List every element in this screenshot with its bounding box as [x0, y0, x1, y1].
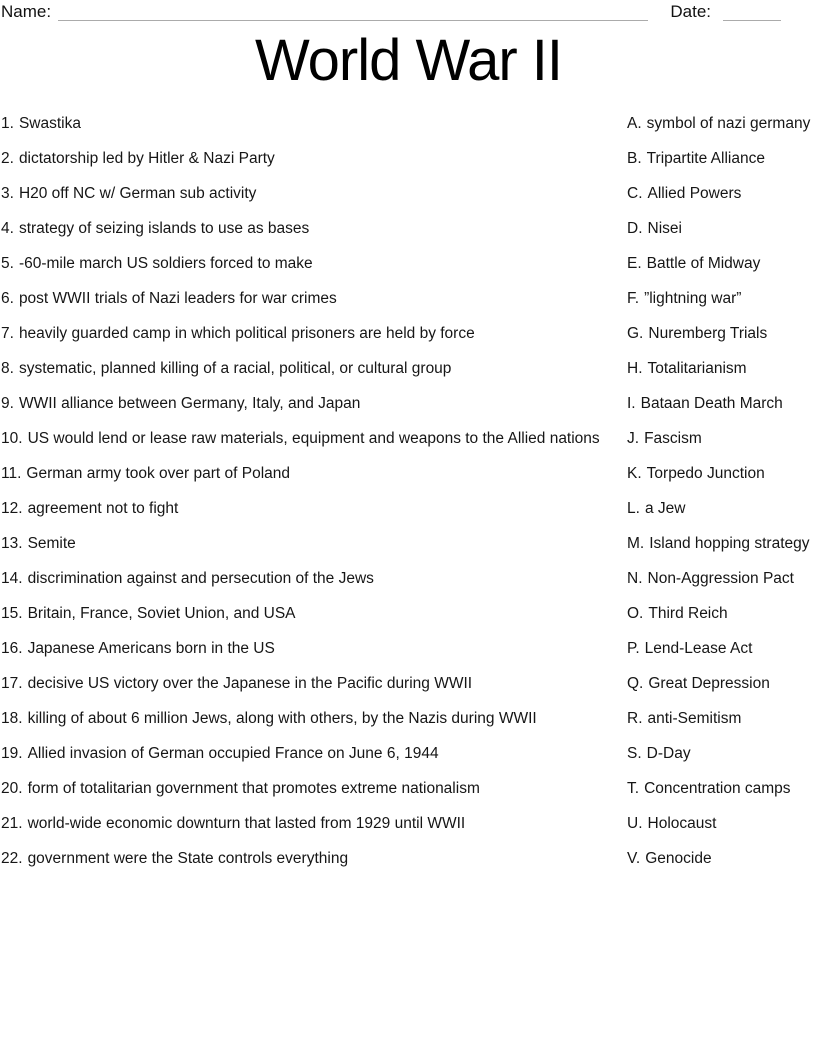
answer [627, 462, 816, 485]
answer [627, 392, 816, 415]
answer-text: Concentration camps [644, 780, 791, 797]
clue-text: US would lend or lease raw materials, equipment and weapons to the Allied nations [27, 430, 600, 447]
matching-row [1, 427, 816, 450]
matching-row [1, 322, 816, 345]
name-blank-line [58, 5, 648, 21]
name-label: Name: [1, 2, 52, 21]
answer-letter: F. [627, 290, 640, 307]
matching-row [1, 147, 816, 170]
answer-letter: R. [627, 710, 643, 727]
answer-letter: J. [627, 430, 640, 447]
clue-text: heavily guarded camp in which political prisoners are held by force [18, 325, 475, 342]
matching-row [1, 742, 816, 765]
clue [1, 112, 627, 135]
answer [627, 112, 816, 135]
answer [627, 672, 816, 695]
clue [1, 427, 627, 450]
matching-row [1, 287, 816, 310]
clue [1, 602, 627, 625]
matching-row [1, 497, 816, 520]
matching-row [1, 602, 816, 625]
answer [627, 777, 816, 800]
clue [1, 777, 627, 800]
answer [627, 252, 816, 275]
answer-text: Allied Powers [647, 185, 742, 202]
answer-text: Totalitarianism [647, 360, 747, 377]
clue-number: 11. [1, 465, 22, 482]
clue [1, 322, 627, 345]
clue-number: 7. [1, 325, 14, 342]
answer-letter: V. [627, 850, 641, 867]
clue-text: Allied invasion of German occupied France on June 6, 1944 [27, 745, 439, 762]
answer-text: Island hopping strategy [649, 535, 810, 552]
answer-text: Battle of Midway [646, 255, 761, 272]
answer-letter: D. [627, 220, 643, 237]
answer-letter: M. [627, 535, 645, 552]
answer-text: Fascism [644, 430, 702, 447]
clue-text: strategy of seizing islands to use as bases [18, 220, 310, 237]
answer [627, 602, 816, 625]
answer-letter: T. [627, 780, 640, 797]
clue-text: post WWII trials of Nazi leaders for war crimes [18, 290, 337, 307]
clue [1, 742, 627, 765]
answer [627, 742, 816, 765]
clue-text: discrimination against and persecution of the Jews [27, 570, 374, 587]
clue [1, 672, 627, 695]
matching-row [1, 252, 816, 275]
answer-text: ”lightning war” [644, 290, 742, 307]
matching-row [1, 777, 816, 800]
clue-text: German army took over part of Poland [26, 465, 291, 482]
date-blank-line [723, 5, 781, 21]
answer [627, 847, 816, 870]
clue-text: Semite [27, 535, 76, 552]
matching-row [1, 462, 816, 485]
clue [1, 252, 627, 275]
clue-text: government were the State controls everything [27, 850, 349, 867]
clue-text: decisive US victory over the Japanese in the Pacific during WWII [27, 675, 473, 692]
matching-row [1, 847, 816, 870]
clue-number: 9. [1, 395, 14, 412]
answer [627, 707, 816, 730]
clue-number: 16. [1, 640, 23, 657]
answer [627, 637, 816, 660]
clue [1, 217, 627, 240]
matching-row [1, 182, 816, 205]
answer-text: Tripartite Alliance [646, 150, 765, 167]
worksheet-header [1, 2, 781, 22]
clue-text: -60-mile march US soldiers forced to make [18, 255, 313, 272]
answer-letter: K. [627, 465, 642, 482]
clue-text: dictatorship led by Hitler & Nazi Party [18, 150, 275, 167]
answer [627, 497, 816, 520]
answer-text: Torpedo Junction [646, 465, 765, 482]
clue-number: 18. [1, 710, 23, 727]
answer-letter: O. [627, 605, 644, 622]
clue-text: systematic, planned killing of a racial, political, or cultural group [18, 360, 452, 377]
clue-number: 8. [1, 360, 14, 377]
matching-row [1, 707, 816, 730]
clue-number: 12. [1, 500, 23, 517]
clue [1, 147, 627, 170]
answer-letter: G. [627, 325, 644, 342]
clue-number: 19. [1, 745, 23, 762]
answer [627, 322, 816, 345]
clue-text: form of totalitarian government that promotes extreme nationalism [27, 780, 480, 797]
clue [1, 462, 627, 485]
answer [627, 182, 816, 205]
clue-text: Britain, France, Soviet Union, and USA [27, 605, 296, 622]
matching-row [1, 112, 816, 135]
answer [627, 532, 816, 555]
answer-letter: C. [627, 185, 643, 202]
clue-number: 20. [1, 780, 23, 797]
clue-text: killing of about 6 million Jews, along with others, by the Nazis during WWII [27, 710, 537, 727]
answer [627, 812, 816, 835]
answer-text: Lend-Lease Act [644, 640, 753, 657]
clue [1, 357, 627, 380]
clue-number: 14. [1, 570, 23, 587]
matching-row [1, 392, 816, 415]
matching-row [1, 567, 816, 590]
clue-number: 5. [1, 255, 14, 272]
clue-number: 6. [1, 290, 14, 307]
clue [1, 392, 627, 415]
answer-text: Holocaust [647, 815, 717, 832]
matching-row [1, 672, 816, 695]
answer-text: Nuremberg Trials [648, 325, 768, 342]
answer-letter: L. [627, 500, 640, 517]
clue-number: 2. [1, 150, 14, 167]
matching-list [1, 112, 816, 870]
clue-number: 22. [1, 850, 23, 867]
clue [1, 847, 627, 870]
answer [627, 567, 816, 590]
answer-letter: E. [627, 255, 642, 272]
clue [1, 812, 627, 835]
clue [1, 567, 627, 590]
matching-row [1, 637, 816, 660]
answer [627, 217, 816, 240]
answer-letter: I. [627, 395, 636, 412]
answer-text: Third Reich [648, 605, 728, 622]
answer [627, 147, 816, 170]
answer [627, 357, 816, 380]
matching-row [1, 357, 816, 380]
answer-text: symbol of nazi germany [646, 115, 811, 132]
page-title: World War II [254, 28, 563, 93]
clue [1, 287, 627, 310]
answer [627, 287, 816, 310]
answer-text: a Jew [644, 500, 686, 517]
clue-number: 3. [1, 185, 14, 202]
answer-text: Bataan Death March [640, 395, 783, 412]
answer-letter: N. [627, 570, 643, 587]
answer [627, 427, 816, 450]
answer-letter: B. [627, 150, 642, 167]
answer-text: Nisei [647, 220, 682, 237]
clue-text: H20 off NC w/ German sub activity [18, 185, 257, 202]
clue-number: 4. [1, 220, 14, 237]
clue-number: 15. [1, 605, 23, 622]
clue-text: agreement not to fight [27, 500, 179, 517]
answer-letter: P. [627, 640, 640, 657]
clue-number: 21. [1, 815, 23, 832]
answer-letter: H. [627, 360, 643, 377]
clue [1, 532, 627, 555]
clue [1, 637, 627, 660]
matching-row [1, 532, 816, 555]
clue-number: 17. [1, 675, 23, 692]
clue-text: world-wide economic downturn that lasted from 1929 until WWII [27, 815, 466, 832]
date-label: Date: [670, 2, 711, 21]
clue-number: 13. [1, 535, 23, 552]
matching-row [1, 812, 816, 835]
matching-row [1, 217, 816, 240]
clue-text: Japanese Americans born in the US [27, 640, 275, 657]
clue-number: 1. [1, 115, 14, 132]
answer-letter: U. [627, 815, 643, 832]
clue [1, 707, 627, 730]
answer-text: Non-Aggression Pact [647, 570, 794, 587]
clue [1, 497, 627, 520]
clue [1, 182, 627, 205]
answer-text: Genocide [645, 850, 712, 867]
clue-text: WWII alliance between Germany, Italy, and Japan [18, 395, 361, 412]
answer-text: Great Depression [648, 675, 770, 692]
answer-letter: A. [627, 115, 642, 132]
answer-letter: S. [627, 745, 642, 762]
answer-text: anti-Semitism [647, 710, 742, 727]
answer-letter: Q. [627, 675, 644, 692]
answer-text: D-Day [646, 745, 691, 762]
clue-number: 10. [1, 430, 23, 447]
clue-text: Swastika [18, 115, 81, 132]
